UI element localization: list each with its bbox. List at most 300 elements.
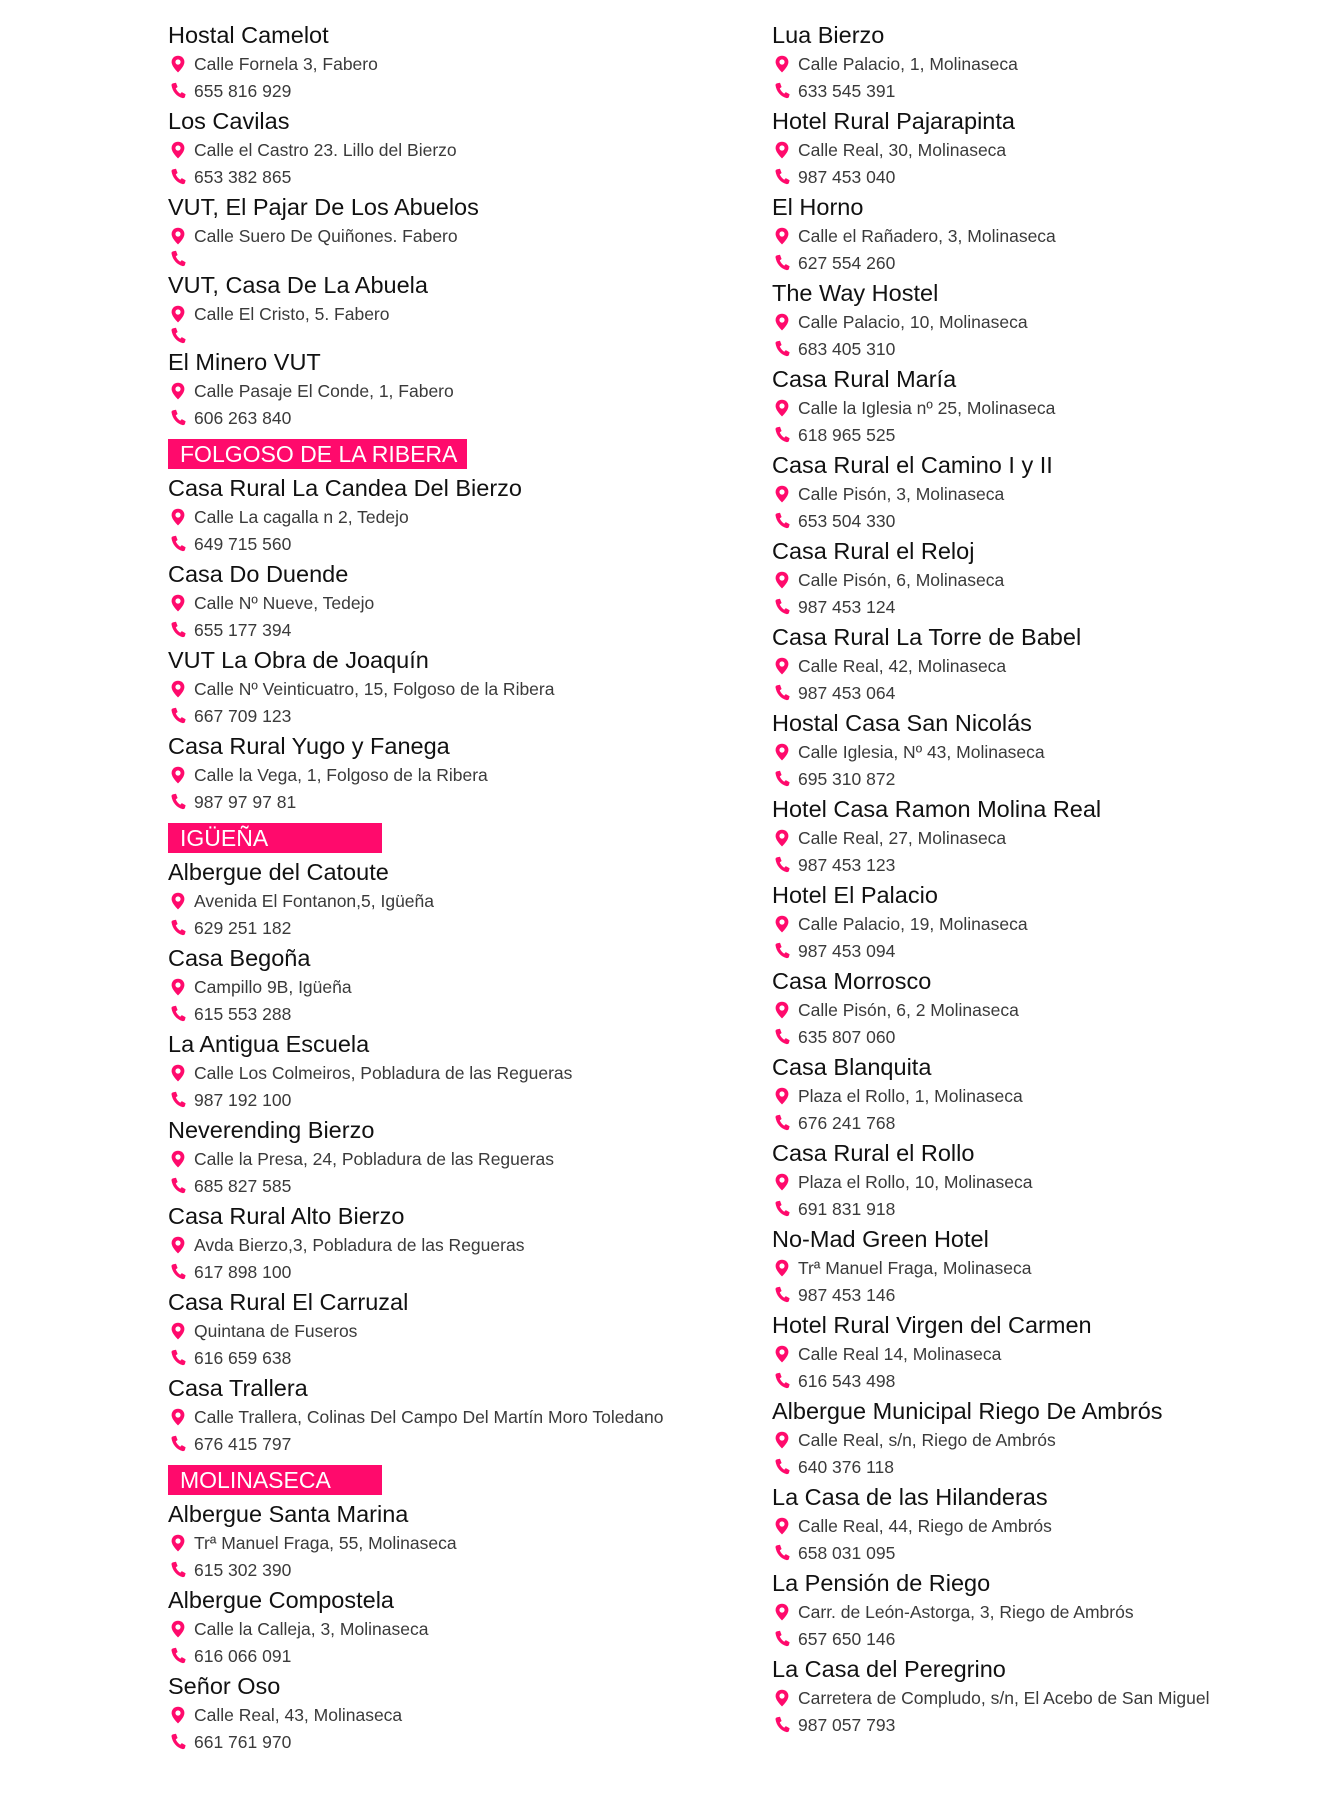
map-pin-icon bbox=[774, 141, 790, 159]
phone-line bbox=[168, 531, 728, 558]
phone-text: 661 761 970 bbox=[194, 1731, 292, 1752]
map-pin-icon bbox=[774, 1173, 790, 1191]
right-column bbox=[772, 20, 1292, 1740]
address-line bbox=[168, 1146, 728, 1173]
phone-icon bbox=[774, 1458, 790, 1476]
listing-entry bbox=[772, 1052, 1292, 1136]
phone-text: 627 554 260 bbox=[798, 252, 896, 273]
address-text: Calle Pisón, 6, Molinaseca bbox=[798, 570, 1005, 590]
phone-line bbox=[772, 508, 1292, 535]
listing-entry bbox=[772, 450, 1292, 534]
listing-entry bbox=[168, 1585, 728, 1669]
listing-entry bbox=[772, 1310, 1292, 1394]
listing-name: Lua Bierzo bbox=[772, 22, 885, 48]
address-text: Plaza el Rollo, 10, Molinaseca bbox=[798, 1172, 1033, 1192]
listing-entry bbox=[168, 943, 728, 1027]
address-text: Trª Manuel Fraga, Molinaseca bbox=[798, 1258, 1032, 1278]
phone-line bbox=[772, 1712, 1292, 1739]
phone-text: 618 965 525 bbox=[798, 424, 896, 445]
address-line bbox=[772, 1341, 1292, 1368]
map-pin-icon bbox=[774, 227, 790, 245]
address-text: Campillo 9B, Igüeña bbox=[194, 977, 352, 997]
phone-line bbox=[168, 1345, 728, 1372]
phone-line bbox=[772, 336, 1292, 363]
map-pin-icon bbox=[170, 892, 186, 910]
phone-text: 633 545 391 bbox=[798, 80, 896, 101]
listing-name: La Antigua Escuela bbox=[168, 1031, 370, 1057]
phone-icon bbox=[170, 1733, 186, 1751]
map-pin-icon bbox=[774, 1689, 790, 1707]
phone-icon bbox=[170, 1005, 186, 1023]
address-line bbox=[772, 1083, 1292, 1110]
phone-icon bbox=[170, 621, 186, 639]
phone-icon bbox=[774, 684, 790, 702]
phone-line bbox=[772, 1196, 1292, 1223]
phone-icon bbox=[774, 1200, 790, 1218]
phone-line bbox=[772, 594, 1292, 621]
address-text: Calle la Presa, 24, Pobladura de las Regueras bbox=[194, 1149, 554, 1169]
address-line bbox=[168, 590, 728, 617]
listing-name: La Pensión de Riego bbox=[772, 1570, 991, 1596]
address-line bbox=[168, 223, 728, 250]
phone-icon bbox=[170, 409, 186, 427]
map-pin-icon bbox=[170, 680, 186, 698]
phone-icon bbox=[170, 327, 186, 345]
address-text: Calle Los Colmeiros, Pobladura de las Regueras bbox=[194, 1063, 573, 1083]
listing-entry bbox=[168, 270, 728, 346]
listing-entry bbox=[772, 278, 1292, 362]
address-line bbox=[168, 378, 728, 405]
phone-line bbox=[772, 852, 1292, 879]
phone-line bbox=[168, 1431, 728, 1458]
phone-text: 653 382 865 bbox=[194, 166, 292, 187]
phone-line bbox=[168, 1259, 728, 1286]
phone-text: 685 827 585 bbox=[194, 1175, 292, 1196]
listing-entry bbox=[772, 536, 1292, 620]
address-line bbox=[168, 1318, 728, 1345]
phone-text: 606 263 840 bbox=[194, 407, 292, 428]
listing-name: Hotel Casa Ramon Molina Real bbox=[772, 796, 1102, 822]
listing-name: Casa Rural el Rollo bbox=[772, 1140, 975, 1166]
phone-line bbox=[168, 250, 728, 268]
address-line bbox=[772, 1427, 1292, 1454]
map-pin-icon bbox=[774, 1431, 790, 1449]
address-text: Calle Iglesia, Nº 43, Molinaseca bbox=[798, 742, 1045, 762]
phone-line bbox=[772, 766, 1292, 793]
address-line bbox=[168, 1232, 728, 1259]
listing-entry bbox=[772, 192, 1292, 276]
address-text: Calle El Cristo, 5. Fabero bbox=[194, 303, 390, 324]
phone-icon bbox=[170, 250, 186, 268]
map-pin-icon bbox=[170, 1534, 186, 1552]
phone-icon bbox=[774, 598, 790, 616]
listing-entry bbox=[168, 192, 728, 268]
address-text: Quintana de Fuseros bbox=[194, 1321, 358, 1341]
phone-line bbox=[772, 422, 1292, 449]
address-line bbox=[168, 1616, 728, 1643]
phone-icon bbox=[774, 942, 790, 960]
phone-line bbox=[168, 1173, 728, 1200]
listing-name: El Horno bbox=[772, 194, 864, 220]
map-pin-icon bbox=[170, 55, 186, 73]
map-pin-icon bbox=[170, 1706, 186, 1724]
map-pin-icon bbox=[170, 227, 186, 245]
listing-entry bbox=[168, 1115, 728, 1199]
address-text: Calle Real, 43, Molinaseca bbox=[194, 1705, 403, 1725]
address-line bbox=[772, 567, 1292, 594]
address-text: Calle Real 14, Molinaseca bbox=[798, 1344, 1002, 1364]
phone-line bbox=[772, 1540, 1292, 1567]
address-line bbox=[168, 504, 728, 531]
phone-text: 987 057 793 bbox=[798, 1714, 896, 1735]
listing-name: No-Mad Green Hotel bbox=[772, 1226, 989, 1252]
listing-name: VUT, Casa De La Abuela bbox=[168, 271, 428, 298]
phone-icon bbox=[170, 1177, 186, 1195]
listing-entry bbox=[772, 880, 1292, 964]
listing-entry bbox=[168, 1499, 728, 1583]
phone-icon bbox=[774, 1114, 790, 1132]
address-line bbox=[168, 1702, 728, 1729]
phone-text: 695 310 872 bbox=[798, 768, 896, 789]
phone-icon bbox=[170, 1435, 186, 1453]
listing-entry bbox=[168, 1287, 728, 1371]
phone-icon bbox=[774, 1286, 790, 1304]
phone-text: 987 453 124 bbox=[798, 596, 896, 617]
phone-icon bbox=[170, 168, 186, 186]
address-line bbox=[168, 137, 728, 164]
phone-line bbox=[168, 617, 728, 644]
listing-entry bbox=[772, 1138, 1292, 1222]
listing-name: Casa Rural el Reloj bbox=[772, 538, 975, 564]
listing-name: VUT, El Pajar De Los Abuelos bbox=[168, 194, 479, 220]
phone-text: 987 453 094 bbox=[798, 940, 896, 961]
listing-name: Hotel El Palacio bbox=[772, 882, 938, 908]
map-pin-icon bbox=[774, 399, 790, 417]
map-pin-icon bbox=[170, 1236, 186, 1254]
listing-name: La Casa del Peregrino bbox=[772, 1656, 1006, 1682]
phone-icon bbox=[170, 793, 186, 811]
address-text: Calle Nº Nueve, Tedejo bbox=[194, 593, 375, 613]
map-pin-icon bbox=[170, 1620, 186, 1638]
listing-name: Casa Rural María bbox=[772, 366, 957, 392]
map-pin-icon bbox=[170, 1408, 186, 1426]
phone-icon bbox=[170, 1091, 186, 1109]
listing-entry bbox=[772, 622, 1292, 706]
address-line bbox=[772, 137, 1292, 164]
left-column bbox=[168, 20, 728, 1757]
listing-entry bbox=[168, 731, 728, 815]
phone-text: 616 066 091 bbox=[194, 1645, 292, 1666]
phone-icon bbox=[170, 1647, 186, 1665]
address-line bbox=[168, 762, 728, 789]
phone-line bbox=[168, 1643, 728, 1670]
map-pin-icon bbox=[774, 829, 790, 847]
address-line bbox=[772, 1599, 1292, 1626]
address-line bbox=[772, 51, 1292, 78]
section-header: FOLGOSO DE LA RIBERA bbox=[168, 439, 467, 469]
map-pin-icon bbox=[170, 141, 186, 159]
listing-name: Hostal Casa San Nicolás bbox=[772, 710, 1032, 736]
phone-line bbox=[168, 1729, 728, 1756]
listing-name: El Minero VUT bbox=[168, 349, 321, 375]
map-pin-icon bbox=[774, 1345, 790, 1363]
listing-name: Albergue Santa Marina bbox=[168, 1501, 409, 1527]
phone-icon bbox=[774, 856, 790, 874]
phone-text: 653 504 330 bbox=[798, 510, 896, 531]
map-pin-icon bbox=[170, 305, 186, 323]
listing-name: Los Cavilas bbox=[168, 108, 290, 134]
map-pin-icon bbox=[170, 1322, 186, 1340]
map-pin-icon bbox=[774, 485, 790, 503]
phone-line bbox=[772, 938, 1292, 965]
address-text: Calle Suero De Quiñones. Fabero bbox=[194, 226, 458, 246]
phone-icon bbox=[774, 254, 790, 272]
listing-name: Albergue Compostela bbox=[168, 1587, 394, 1613]
phone-icon bbox=[774, 426, 790, 444]
address-text: Calle Real, 30, Molinaseca bbox=[798, 140, 1007, 160]
phone-icon bbox=[774, 512, 790, 530]
phone-text: 616 659 638 bbox=[194, 1347, 292, 1368]
listing-entry bbox=[168, 1671, 728, 1755]
phone-line bbox=[772, 1454, 1292, 1481]
address-line bbox=[772, 653, 1292, 680]
listing-name: La Casa de las Hilanderas bbox=[772, 1484, 1048, 1510]
listing-entry bbox=[772, 20, 1292, 104]
phone-text: 691 831 918 bbox=[798, 1198, 896, 1219]
address-text: Calle Trallera, Colinas Del Campo Del Martín Moro Toledano bbox=[194, 1407, 664, 1427]
listing-entry bbox=[772, 708, 1292, 792]
map-pin-icon bbox=[774, 313, 790, 331]
phone-icon bbox=[774, 1544, 790, 1562]
listing-entry bbox=[168, 1201, 728, 1285]
listing-entry bbox=[772, 1568, 1292, 1652]
address-text: Calle Palacio, 10, Molinaseca bbox=[798, 312, 1028, 332]
address-text: Calle La cagalla n 2, Tedejo bbox=[194, 507, 409, 527]
listing-entry bbox=[168, 645, 728, 729]
address-text: Calle Pasaje El Conde, 1, Fabero bbox=[194, 381, 454, 401]
address-text: Calle Real, 44, Riego de Ambrós bbox=[798, 1516, 1052, 1536]
phone-text: 616 543 498 bbox=[798, 1370, 896, 1391]
phone-line bbox=[772, 1368, 1292, 1395]
phone-icon bbox=[774, 1028, 790, 1046]
listing-name: Casa Blanquita bbox=[772, 1054, 932, 1080]
listing-name: Hotel Rural Virgen del Carmen bbox=[772, 1312, 1092, 1338]
phone-icon bbox=[170, 82, 186, 100]
phone-text: 987 453 123 bbox=[798, 854, 896, 875]
listing-name: Casa Begoña bbox=[168, 945, 311, 971]
phone-text: 987 453 146 bbox=[798, 1284, 896, 1305]
listing-name: Hostal Camelot bbox=[168, 22, 329, 48]
map-pin-icon bbox=[170, 594, 186, 612]
phone-text: 640 376 118 bbox=[798, 1456, 895, 1477]
phone-line bbox=[168, 327, 728, 345]
phone-text: 635 807 060 bbox=[798, 1026, 896, 1047]
map-pin-icon bbox=[774, 657, 790, 675]
phone-text: 987 453 064 bbox=[798, 682, 896, 703]
listing-name: Casa Rural La Candea Del Bierzo bbox=[168, 475, 522, 501]
address-line bbox=[772, 997, 1292, 1024]
address-text: Calle Nº Veinticuatro, 15, Folgoso de la Ribera bbox=[194, 679, 555, 699]
map-pin-icon bbox=[170, 978, 186, 996]
phone-text: 667 709 123 bbox=[194, 705, 292, 726]
listing-name: Casa Trallera bbox=[168, 1375, 308, 1401]
map-pin-icon bbox=[774, 1087, 790, 1105]
phone-line bbox=[168, 1001, 728, 1028]
listing-name: Casa Do Duende bbox=[168, 561, 349, 587]
phone-text: 987 97 97 81 bbox=[194, 791, 297, 812]
address-line bbox=[168, 1404, 728, 1431]
address-text: Calle Pisón, 6, 2 Molinaseca bbox=[798, 1000, 1019, 1020]
map-pin-icon bbox=[774, 1517, 790, 1535]
phone-line bbox=[772, 1110, 1292, 1137]
address-text: Calle el Rañadero, 3, Molinaseca bbox=[798, 226, 1056, 246]
address-line bbox=[772, 739, 1292, 766]
address-text: Trª Manuel Fraga, 55, Molinaseca bbox=[194, 1533, 457, 1553]
phone-text: 987 192 100 bbox=[194, 1089, 292, 1110]
map-pin-icon bbox=[170, 508, 186, 526]
phone-icon bbox=[774, 82, 790, 100]
listing-name: Señor Oso bbox=[168, 1673, 281, 1699]
address-line bbox=[772, 1169, 1292, 1196]
phone-icon bbox=[170, 707, 186, 725]
phone-line bbox=[772, 164, 1292, 191]
listing-entry bbox=[168, 106, 728, 190]
map-pin-icon bbox=[170, 382, 186, 400]
phone-text: 658 031 095 bbox=[798, 1542, 896, 1563]
map-pin-icon bbox=[774, 1001, 790, 1019]
map-pin-icon bbox=[170, 766, 186, 784]
listing-entry bbox=[168, 347, 728, 431]
address-line bbox=[772, 1255, 1292, 1282]
address-line bbox=[772, 481, 1292, 508]
phone-line bbox=[772, 1024, 1292, 1051]
listing-name: Casa Rural el Camino I y II bbox=[772, 452, 1053, 478]
phone-text: 617 898 100 bbox=[194, 1261, 292, 1282]
listing-entry bbox=[772, 1654, 1292, 1738]
listing-name: VUT La Obra de Joaquín bbox=[168, 647, 429, 673]
address-text: Avda Bierzo,3, Pobladura de las Regueras bbox=[194, 1235, 525, 1255]
listing-name: Albergue del Catoute bbox=[168, 859, 389, 885]
address-line bbox=[772, 1685, 1292, 1712]
phone-line bbox=[168, 78, 728, 105]
listing-name: Albergue Municipal Riego De Ambrós bbox=[772, 1398, 1163, 1424]
phone-line bbox=[168, 1087, 728, 1114]
listing-name: Casa Rural La Torre de Babel bbox=[772, 624, 1082, 650]
listing-name: Neverending Bierzo bbox=[168, 1117, 375, 1143]
phone-icon bbox=[774, 340, 790, 358]
phone-line bbox=[772, 78, 1292, 105]
phone-text: 676 241 768 bbox=[798, 1112, 896, 1133]
listing-entry bbox=[168, 857, 728, 941]
phone-icon bbox=[170, 1349, 186, 1367]
listing-entry bbox=[772, 794, 1292, 878]
phone-icon bbox=[170, 1561, 186, 1579]
listing-entry bbox=[168, 473, 728, 557]
address-text: Carr. de León-Astorga, 3, Riego de Ambrós bbox=[798, 1602, 1134, 1622]
map-pin-icon bbox=[774, 571, 790, 589]
address-text: Calle Real, s/n, Riego de Ambrós bbox=[798, 1430, 1056, 1450]
address-line bbox=[168, 1060, 728, 1087]
phone-text: 676 415 797 bbox=[194, 1433, 292, 1454]
listing-name: Casa Rural El Carruzal bbox=[168, 1289, 409, 1315]
listing-entry bbox=[168, 559, 728, 643]
address-text: Calle la Calleja, 3, Molinaseca bbox=[194, 1619, 429, 1639]
listing-name: Casa Rural Alto Bierzo bbox=[168, 1203, 405, 1229]
map-pin-icon bbox=[774, 55, 790, 73]
phone-text: 615 553 288 bbox=[194, 1003, 292, 1024]
address-line bbox=[772, 223, 1292, 250]
phone-icon bbox=[774, 1716, 790, 1734]
address-line bbox=[168, 1530, 728, 1557]
listing-name: Hotel Rural Pajarapinta bbox=[772, 108, 1015, 134]
address-text: Calle Palacio, 19, Molinaseca bbox=[798, 914, 1028, 934]
phone-line bbox=[772, 1282, 1292, 1309]
address-line bbox=[772, 395, 1292, 422]
address-text: Plaza el Rollo, 1, Molinaseca bbox=[798, 1086, 1023, 1106]
phone-line bbox=[772, 1626, 1292, 1653]
phone-icon bbox=[774, 1630, 790, 1648]
listing-entry bbox=[772, 1482, 1292, 1566]
address-text: Calle Real, 42, Molinaseca bbox=[798, 656, 1007, 676]
address-text: Calle Real, 27, Molinaseca bbox=[798, 828, 1007, 848]
phone-icon bbox=[170, 1263, 186, 1281]
phone-line bbox=[168, 703, 728, 730]
phone-text: 629 251 182 bbox=[194, 917, 292, 938]
map-pin-icon bbox=[774, 1259, 790, 1277]
phone-text: 657 650 146 bbox=[798, 1628, 896, 1649]
listing-name: Casa Rural Yugo y Fanega bbox=[168, 733, 450, 759]
phone-icon bbox=[170, 535, 186, 553]
phone-line bbox=[168, 405, 728, 432]
map-pin-icon bbox=[170, 1150, 186, 1168]
phone-text: 655 177 394 bbox=[194, 619, 292, 640]
map-pin-icon bbox=[170, 1064, 186, 1082]
listing-entry bbox=[772, 1224, 1292, 1308]
map-pin-icon bbox=[774, 915, 790, 933]
address-line bbox=[168, 676, 728, 703]
address-line bbox=[168, 888, 728, 915]
listing-name: The Way Hostel bbox=[772, 280, 939, 306]
address-line bbox=[168, 51, 728, 78]
phone-line bbox=[168, 789, 728, 816]
map-pin-icon bbox=[774, 1603, 790, 1621]
address-line bbox=[168, 301, 728, 328]
phone-text: 987 453 040 bbox=[798, 166, 896, 187]
address-text: Calle la Vega, 1, Folgoso de la Ribera bbox=[194, 765, 488, 785]
address-line bbox=[772, 1513, 1292, 1540]
phone-text: 655 816 929 bbox=[194, 80, 292, 101]
phone-icon bbox=[170, 919, 186, 937]
phone-line bbox=[772, 680, 1292, 707]
listing-entry bbox=[772, 1396, 1292, 1480]
phone-line bbox=[168, 164, 728, 191]
listing-name: Casa Morrosco bbox=[772, 968, 932, 994]
listing-entry bbox=[772, 966, 1292, 1050]
address-line bbox=[772, 911, 1292, 938]
section-header: IGÜEÑA bbox=[168, 823, 382, 853]
listing-entry bbox=[772, 364, 1292, 448]
phone-line bbox=[168, 1557, 728, 1584]
address-line bbox=[168, 974, 728, 1001]
listing-entry bbox=[168, 20, 728, 104]
map-pin-icon bbox=[774, 743, 790, 761]
address-text: Calle Palacio, 1, Molinaseca bbox=[798, 54, 1018, 74]
phone-text: 615 302 390 bbox=[194, 1559, 292, 1580]
address-text: Calle Fornela 3, Fabero bbox=[194, 54, 378, 74]
phone-icon bbox=[774, 770, 790, 788]
address-text: Calle la Iglesia nº 25, Molinaseca bbox=[798, 398, 1056, 418]
phone-line bbox=[168, 915, 728, 942]
